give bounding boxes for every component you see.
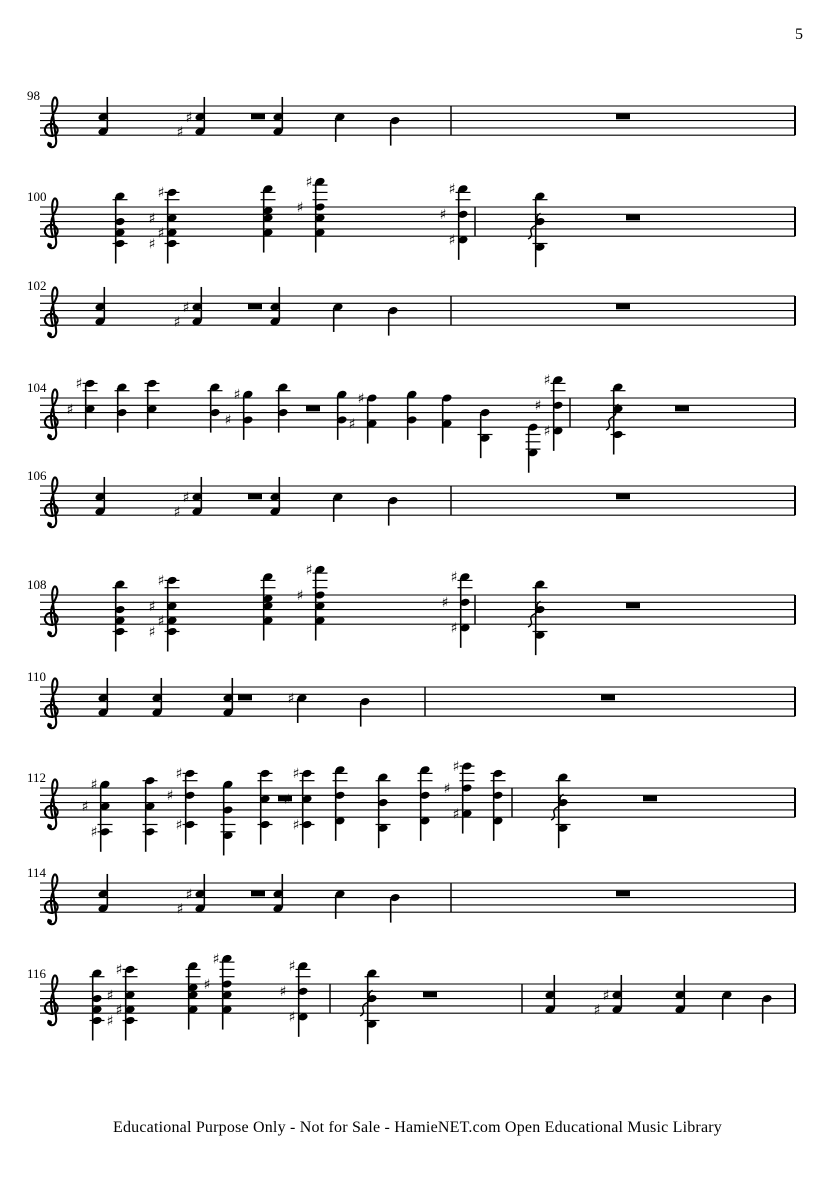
- whole-rest: [616, 114, 630, 120]
- whole-rest: [248, 304, 262, 310]
- note-chord: [442, 570, 473, 648]
- measure-number: 100: [27, 189, 47, 204]
- note-chord: [67, 376, 98, 429]
- sharp-accidental-icon: ♯: [452, 806, 460, 823]
- note-chord: [149, 573, 180, 651]
- sharp-accidental-icon: ♯: [305, 174, 313, 191]
- sharp-accidental-icon: ♯: [452, 758, 460, 775]
- note-chord: [143, 776, 158, 852]
- treble-clef-icon: [45, 198, 58, 248]
- note-chord: [334, 889, 345, 919]
- note-chord: [261, 572, 276, 640]
- whole-rest: [306, 406, 320, 412]
- sharp-accidental-icon: ♯: [157, 573, 165, 590]
- note-chord: [272, 97, 283, 136]
- note-chord: [297, 174, 328, 252]
- sharp-accidental-icon: ♯: [106, 1013, 114, 1030]
- note-chord: [272, 874, 283, 913]
- whole-rest: [601, 695, 615, 701]
- note-chord: [441, 393, 452, 443]
- note-chord: [359, 697, 370, 727]
- sharp-accidental-icon: ♯: [305, 562, 313, 579]
- sharp-accidental-icon: ♯: [157, 185, 165, 202]
- note-chord: [94, 477, 105, 516]
- note-chord: [594, 975, 623, 1018]
- note-chord: [444, 759, 475, 834]
- sharp-accidental-icon: ♯: [81, 799, 89, 816]
- system-measure-110: [27, 669, 795, 728]
- sharp-accidental-icon: ♯: [296, 587, 304, 604]
- note-chord: [258, 769, 273, 845]
- sharp-accidental-icon: ♯: [448, 181, 456, 198]
- sharp-accidental-icon: ♯: [90, 824, 98, 841]
- sharp-accidental-icon: ♯: [288, 958, 296, 975]
- sharp-accidental-icon: ♯: [233, 387, 241, 404]
- sharp-accidental-icon: ♯: [115, 1002, 123, 1019]
- whole-rest: [616, 891, 630, 897]
- sharp-accidental-icon: ♯: [448, 232, 456, 249]
- note-chord: [332, 492, 343, 522]
- sharp-accidental-icon: ♯: [203, 976, 211, 993]
- sharp-accidental-icon: ♯: [543, 372, 551, 389]
- whole-rest: [251, 891, 265, 897]
- note-chord: [297, 562, 328, 640]
- whole-rest: [423, 992, 437, 998]
- whole-rest: [238, 695, 252, 701]
- treble-clef-icon: [45, 779, 58, 829]
- footer-text: Educational Purpose Only - Not for Sale - HamieNET.com Open Educational Music Library: [113, 1119, 722, 1136]
- note-chord: [288, 691, 308, 723]
- sharp-accidental-icon: ♯: [148, 598, 156, 615]
- sharp-accidental-icon: ♯: [175, 766, 183, 783]
- note-chord: [387, 496, 398, 526]
- measure-number: 108: [27, 577, 47, 592]
- treble-clef-icon: [45, 477, 58, 527]
- note-chord: [149, 185, 180, 263]
- sharp-accidental-icon: ♯: [450, 620, 458, 637]
- system-measure-108: [27, 562, 795, 655]
- sharp-accidental-icon: ♯: [90, 777, 98, 794]
- note-chord: [526, 423, 541, 473]
- sharp-accidental-icon: ♯: [283, 791, 291, 808]
- sharp-accidental-icon: ♯: [288, 1009, 296, 1026]
- sharp-accidental-icon: ♯: [148, 236, 156, 253]
- sharp-accidental-icon: ♯: [348, 416, 356, 433]
- whole-rest: [616, 494, 630, 500]
- sharp-accidental-icon: ♯: [166, 788, 174, 805]
- note-chord: [491, 769, 506, 841]
- measure-number: 112: [27, 770, 47, 785]
- whole-rest: [643, 796, 657, 802]
- measure-number: 106: [27, 468, 47, 483]
- measure-number: 102: [27, 278, 47, 293]
- whole-rest: [251, 114, 265, 120]
- note-chord: [97, 678, 108, 717]
- note-chord: [174, 287, 203, 330]
- sharp-accidental-icon: ♯: [450, 569, 458, 586]
- note-chord: [222, 678, 233, 717]
- note-chord: [97, 874, 108, 913]
- note-chord: [107, 962, 138, 1040]
- sharp-accidental-icon: ♯: [157, 613, 165, 630]
- note-chord: [167, 766, 198, 844]
- note-chord: [208, 382, 223, 432]
- sharp-accidental-icon: ♯: [279, 984, 287, 1001]
- sharp-accidental-icon: ♯: [176, 901, 184, 918]
- note-chord: [606, 382, 626, 454]
- sharp-accidental-icon: ♯: [543, 423, 551, 440]
- system-measure-114: [27, 865, 795, 924]
- measure-number: 104: [27, 380, 47, 395]
- whole-rest: [675, 406, 689, 412]
- sharp-accidental-icon: ♯: [148, 624, 156, 641]
- sharp-accidental-icon: ♯: [292, 817, 300, 834]
- whole-rest: [626, 215, 640, 221]
- measure-number: 116: [27, 966, 47, 981]
- sharp-accidental-icon: ♯: [443, 780, 451, 797]
- note-chord: [387, 306, 398, 336]
- note-chord: [177, 874, 206, 917]
- note-chord: [94, 287, 105, 326]
- note-chord: [336, 390, 347, 440]
- sharp-accidental-icon: ♯: [185, 886, 193, 903]
- note-chord: [186, 961, 201, 1029]
- system-measure-102: [27, 278, 795, 337]
- whole-rest: [626, 603, 640, 609]
- sharp-accidental-icon: ♯: [593, 1002, 601, 1019]
- sharp-accidental-icon: ♯: [66, 401, 74, 418]
- note-chord: [113, 579, 128, 651]
- sharp-accidental-icon: ♯: [182, 299, 190, 316]
- sharp-accidental-icon: ♯: [176, 124, 184, 141]
- note-chord: [544, 975, 555, 1014]
- system-measure-104: [27, 373, 795, 473]
- note-chord: [535, 373, 566, 451]
- system-measure-112: [27, 759, 795, 856]
- note-chord: [177, 97, 206, 140]
- note-chord: [332, 302, 343, 332]
- system-measure-116: [27, 951, 795, 1044]
- treble-clef-icon: [45, 975, 58, 1025]
- note-chord: [276, 382, 291, 432]
- note-chord: [440, 182, 471, 260]
- treble-clef-icon: [45, 874, 58, 924]
- sharp-accidental-icon: ♯: [534, 398, 542, 415]
- sharp-accidental-icon: ♯: [157, 225, 165, 242]
- sharp-accidental-icon: ♯: [173, 504, 181, 521]
- note-chord: [97, 97, 108, 136]
- note-chord: [721, 990, 732, 1020]
- measure-number: 98: [27, 88, 40, 103]
- sharp-accidental-icon: ♯: [287, 690, 295, 707]
- note-chord: [204, 951, 235, 1029]
- note-chord: [389, 893, 400, 923]
- sharp-accidental-icon: ♯: [292, 766, 300, 783]
- note-chord: [115, 382, 130, 432]
- note-chord: [113, 191, 128, 263]
- note-chord: [349, 391, 378, 444]
- sharp-accidental-icon: ♯: [212, 951, 220, 968]
- sharp-accidental-icon: ♯: [224, 412, 232, 429]
- treble-clef-icon: [45, 389, 58, 439]
- note-chord: [284, 766, 315, 844]
- measure-number: 114: [27, 865, 47, 880]
- whole-rest: [616, 304, 630, 310]
- sharp-accidental-icon: ♯: [441, 595, 449, 612]
- sharp-accidental-icon: ♯: [175, 817, 183, 834]
- system-measure-98: [27, 88, 795, 147]
- note-chord: [406, 390, 417, 440]
- treble-clef-icon: [45, 287, 58, 337]
- sharp-accidental-icon: ♯: [148, 210, 156, 227]
- sharp-accidental-icon: ♯: [115, 962, 123, 979]
- sharp-accidental-icon: ♯: [602, 987, 610, 1004]
- note-chord: [90, 968, 105, 1040]
- note-chord: [145, 379, 160, 429]
- note-chord: [151, 678, 162, 717]
- sharp-accidental-icon: ♯: [439, 207, 447, 224]
- note-chord: [478, 408, 493, 458]
- treble-clef-icon: [45, 97, 58, 147]
- note-chord: [389, 116, 400, 146]
- system-measure-106: [27, 468, 795, 527]
- measure-number: 110: [27, 669, 47, 684]
- sharp-accidental-icon: ♯: [75, 376, 83, 393]
- note-chord: [269, 287, 280, 326]
- sharp-accidental-icon: ♯: [296, 199, 304, 216]
- sharp-accidental-icon: ♯: [182, 489, 190, 506]
- note-chord: [225, 387, 254, 440]
- note-chord: [334, 112, 345, 142]
- system-measure-100: [27, 174, 795, 267]
- sharp-accidental-icon: ♯: [357, 390, 365, 407]
- note-chord: [261, 184, 276, 252]
- note-chord: [174, 477, 203, 520]
- sharp-accidental-icon: ♯: [185, 109, 193, 126]
- note-chord: [761, 994, 772, 1024]
- note-chord: [280, 959, 311, 1037]
- whole-rest: [248, 494, 262, 500]
- treble-clef-icon: [45, 586, 58, 636]
- note-chord: [269, 477, 280, 516]
- sharp-accidental-icon: ♯: [106, 987, 114, 1004]
- page-number: 5: [795, 26, 803, 43]
- treble-clef-icon: [45, 678, 58, 728]
- note-chord: [674, 975, 685, 1014]
- sharp-accidental-icon: ♯: [173, 314, 181, 331]
